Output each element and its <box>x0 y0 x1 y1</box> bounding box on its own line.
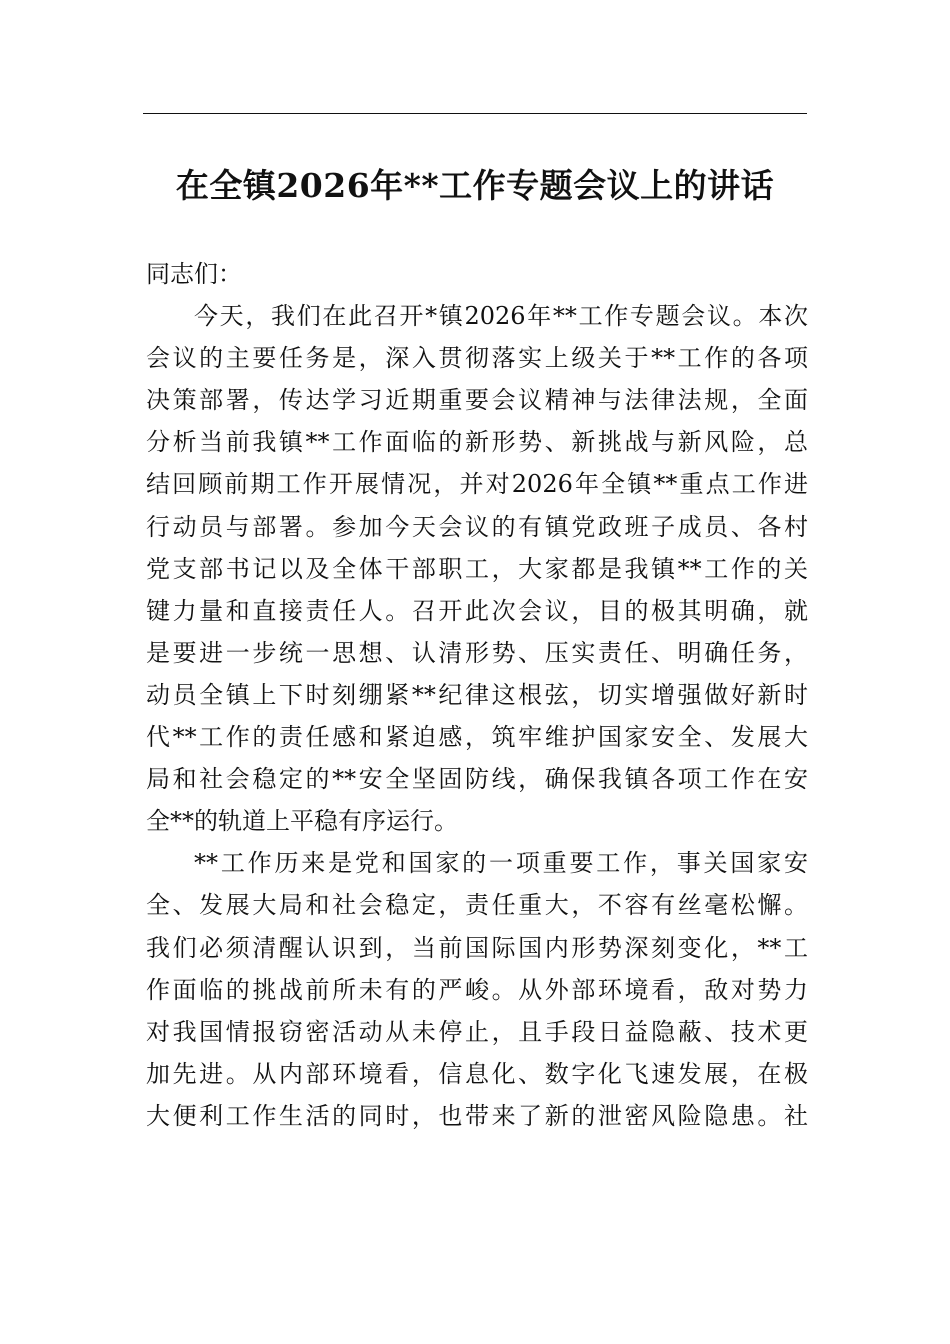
paragraph-line: 我们必须清醒认识到，当前国际国内形势深刻变化，**工 <box>146 933 808 962</box>
paragraph-line: **工作历来是党和国家的一项重要工作，事关国家安 <box>194 849 808 878</box>
paragraph-line: 会议的主要任务是，深入贯彻落实上级关于**工作的各项 <box>146 344 808 373</box>
paragraph-line: 对我国情报窃密活动从未停止，且手段日益隐蔽、技术更 <box>146 1017 808 1046</box>
paragraph-2 <box>146 842 808 1137</box>
paragraph-1 <box>146 295 808 842</box>
header-rule <box>143 113 807 114</box>
paragraph-line: 作面临的挑战前所未有的严峻。从外部环境看，敌对势力 <box>146 975 808 1004</box>
page-title: 在全镇2026年**工作专题会议上的讲话 <box>175 166 775 205</box>
paragraph-line: 是要进一步统一思想、认清形势、压实责任、明确任务， <box>146 638 808 667</box>
paragraph-line: 决策部署，传达学习近期重要会议精神与法律法规，全面 <box>146 386 808 415</box>
paragraph-line: 党支部书记以及全体干部职工，大家都是我镇**工作的关 <box>146 554 808 583</box>
paragraph-line: 行动员与部署。参加今天会议的有镇党政班子成员、各村 <box>146 512 808 541</box>
paragraph-line: 今天，我们在此召开*镇2026年**工作专题会议。本次 <box>194 302 808 331</box>
paragraph-line: 动员全镇上下时刻绷紧**纪律这根弦，切实增强做好新时 <box>146 680 808 709</box>
paragraph-line: 结回顾前期工作开展情况，并对2026年全镇**重点工作进 <box>146 470 808 499</box>
paragraph-line: 代**工作的责任感和紧迫感，筑牢维护国家安全、发展大 <box>146 723 808 752</box>
document-body <box>146 253 808 1137</box>
paragraph-line: 局和社会稳定的**安全坚固防线，确保我镇各项工作在安 <box>146 765 808 794</box>
salutation: 同志们： <box>146 260 242 288</box>
paragraph-line: 键力量和直接责任人。召开此次会议，目的极其明确，就 <box>146 596 808 625</box>
paragraph-line: 全、发展大局和社会稳定，责任重大，不容有丝毫松懈。 <box>146 891 808 920</box>
paragraph-line: 大便利工作生活的同时，也带来了新的泄密风险隐患。社 <box>146 1101 808 1130</box>
paragraph-line: 分析当前我镇**工作面临的新形势、新挑战与新风险，总 <box>146 428 808 457</box>
paragraph-line: 全**的轨道上平稳有序运行。 <box>146 807 458 836</box>
paragraph-line: 加先进。从内部环境看，信息化、数字化飞速发展，在极 <box>146 1059 808 1088</box>
